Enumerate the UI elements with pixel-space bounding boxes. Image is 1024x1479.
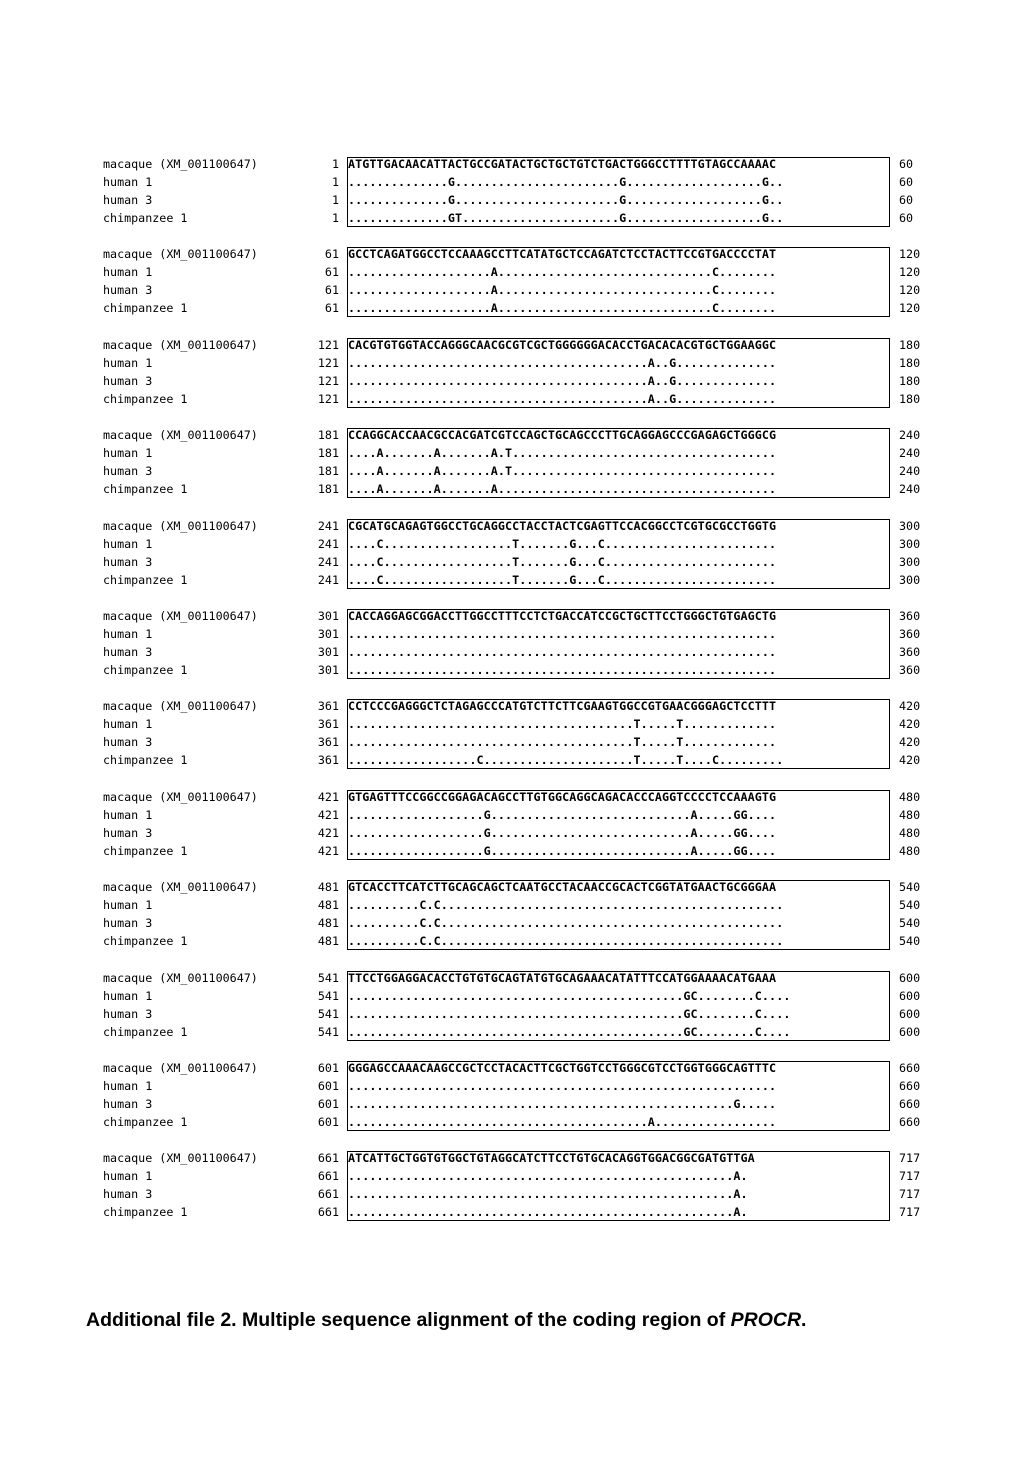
start-position: 661: [317, 1205, 339, 1220]
caption-period: .: [801, 1309, 807, 1331]
species-label: macaque (XM_001100647): [103, 1060, 258, 1075]
start-position: 301: [317, 608, 339, 623]
sequence-text: ..........................................A..G..............: [348, 355, 777, 370]
species-label: human 1: [103, 536, 153, 551]
species-label: chimpanzee 1: [103, 211, 188, 225]
species-label: human 1: [103, 355, 153, 370]
species-label: human 3: [103, 1096, 153, 1111]
sequence-text: ..........C.C................................................: [348, 898, 784, 913]
start-position: 241: [317, 572, 339, 587]
end-position: 660: [899, 1114, 921, 1129]
species-label: macaque (XM_001100647): [103, 337, 258, 352]
end-position: 717: [899, 1205, 921, 1220]
end-position: 717: [899, 1151, 921, 1166]
sequence-text: CCTCCCGAGGGCTCTAGAGCCCATGTCTTCTTCGAAGTGGCCGTGAACGGGAGCTCCTTT: [348, 699, 777, 714]
sequence-text: ........................................T.....T.............: [348, 735, 777, 750]
end-position: 60: [899, 157, 914, 171]
species-label: human 3: [103, 464, 153, 479]
start-position: 541: [317, 1006, 339, 1021]
end-position: 600: [899, 1024, 921, 1039]
sequence-text: ..........................................A.................: [348, 1114, 777, 1129]
start-position: 1: [331, 175, 339, 189]
end-position: 180: [899, 391, 921, 406]
species-label: human 3: [103, 283, 153, 298]
species-label: human 1: [103, 717, 153, 732]
sequence-text: ..............GT......................G...................G..: [348, 211, 784, 225]
species-label: chimpanzee 1: [103, 301, 188, 316]
species-label: human 3: [103, 1187, 153, 1202]
start-position: 61: [324, 247, 339, 262]
end-position: 600: [899, 1006, 921, 1021]
end-position: 360: [899, 608, 921, 623]
species-label: chimpanzee 1: [103, 482, 188, 497]
sequence-text: ..........................................A..G..............: [348, 373, 777, 388]
end-position: 480: [899, 789, 921, 804]
start-position: 301: [317, 662, 339, 677]
sequence-text: ATGTTGACAACATTACTGCCGATACTGCTGCTGTCTGACTGGGCCTTTTGTAGCCAAAAC: [348, 157, 777, 171]
start-position: 61: [324, 265, 339, 280]
end-position: 240: [899, 446, 921, 461]
species-label: human 3: [103, 1006, 153, 1021]
end-position: 180: [899, 373, 921, 388]
species-label: human 1: [103, 807, 153, 822]
species-label: macaque (XM_001100647): [103, 789, 258, 804]
end-position: 360: [899, 626, 921, 641]
end-position: 120: [899, 283, 921, 298]
species-label: macaque (XM_001100647): [103, 1151, 258, 1166]
sequence-text: ...................G............................A.....GG....: [348, 807, 777, 822]
sequence-text: ....................A..............................C........: [348, 283, 777, 298]
start-position: 61: [324, 301, 339, 316]
species-label: chimpanzee 1: [103, 753, 188, 768]
species-label: chimpanzee 1: [103, 1205, 188, 1220]
species-label: macaque (XM_001100647): [103, 157, 258, 171]
sequence-text: ....C..................T.......G...C........................: [348, 554, 777, 569]
sequence-text: GTGAGTTTCCGGCCGGAGACAGCCTTGTGGCAGGCAGACACCCAGGTCCCCTCCAAAGTG: [348, 789, 777, 804]
sequence-text: ...............................................GC........C....: [348, 1006, 791, 1021]
end-position: 540: [899, 916, 921, 931]
sequence-text: ......................................................A.: [348, 1169, 748, 1184]
start-position: 361: [317, 735, 339, 750]
end-position: 717: [899, 1169, 921, 1184]
sequence-text: CCAGGCACCAACGCCACGATCGTCCAGCTGCAGCCCTTGCAGGAGCCCGAGAGCTGGGCG: [348, 428, 777, 443]
start-position: 1: [331, 211, 339, 225]
start-position: 301: [317, 644, 339, 659]
start-position: 541: [317, 988, 339, 1003]
sequence-text: ...................G............................A.....GG....: [348, 843, 777, 858]
start-position: 121: [317, 337, 339, 352]
start-position: 181: [317, 482, 339, 497]
end-position: 420: [899, 735, 921, 750]
end-position: 180: [899, 355, 921, 370]
start-position: 241: [317, 554, 339, 569]
end-position: 60: [899, 175, 914, 189]
end-position: 300: [899, 536, 921, 551]
start-position: 241: [317, 536, 339, 551]
species-label: chimpanzee 1: [103, 572, 188, 587]
figure-caption: [86, 1309, 806, 1332]
end-position: 120: [899, 265, 921, 280]
start-position: 661: [317, 1151, 339, 1166]
end-position: 717: [899, 1187, 921, 1202]
sequence-text: ............................................................: [348, 626, 777, 641]
sequence-text: ............................................................: [348, 662, 777, 677]
end-position: 360: [899, 644, 921, 659]
species-label: chimpanzee 1: [103, 1024, 188, 1039]
end-position: 420: [899, 717, 921, 732]
end-position: 120: [899, 301, 921, 316]
sequence-text: ....C..................T.......G...C........................: [348, 536, 777, 551]
start-position: 661: [317, 1187, 339, 1202]
species-label: human 1: [103, 175, 153, 189]
sequence-text: ....A.......A.......A.T.....................................: [348, 446, 777, 461]
end-position: 420: [899, 699, 921, 714]
sequence-text: ...................G............................A.....GG....: [348, 825, 777, 840]
start-position: 481: [317, 934, 339, 949]
start-position: 421: [317, 825, 339, 840]
species-label: human 3: [103, 554, 153, 569]
species-label: human 3: [103, 825, 153, 840]
end-position: 60: [899, 211, 914, 225]
end-position: 180: [899, 337, 921, 352]
end-position: 660: [899, 1078, 921, 1093]
sequence-text: TTCCTGGAGGACACCTGTGTGCAGTATGTGCAGAAACATATTTCCATGGAAAACATGAAA: [348, 970, 777, 985]
species-label: macaque (XM_001100647): [103, 518, 258, 533]
sequence-text: ........................................T.....T.............: [348, 717, 777, 732]
sequence-text: ...............................................GC........C....: [348, 1024, 791, 1039]
start-position: 601: [317, 1060, 339, 1075]
sequence-text: ....................A..............................C........: [348, 301, 777, 316]
end-position: 60: [899, 193, 914, 207]
sequence-text: ......................................................A.: [348, 1187, 748, 1202]
end-position: 300: [899, 572, 921, 587]
species-label: human 3: [103, 373, 153, 388]
caption-text: Additional file 2. Multiple sequence alignment of the coding region of: [86, 1309, 731, 1331]
end-position: 300: [899, 518, 921, 533]
end-position: 540: [899, 880, 921, 895]
end-position: 660: [899, 1060, 921, 1075]
sequence-text: ....................A..............................C........: [348, 265, 777, 280]
end-position: 360: [899, 662, 921, 677]
sequence-text: CGCATGCAGAGTGGCCTGCAGGCCTACCTACTCGAGTTCCACGGCCTCGTGCGCCTGGTG: [348, 518, 777, 533]
sequence-text: ..................C.....................T.....T....C.........: [348, 753, 784, 768]
end-position: 660: [899, 1096, 921, 1111]
sequence-text: CACGTGTGGTACCAGGGCAACGCGTCGCTGGGGGGACACCTGACACACGTGCTGGAAGGC: [348, 337, 777, 352]
sequence-text: ..........................................A..G..............: [348, 391, 777, 406]
species-label: macaque (XM_001100647): [103, 699, 258, 714]
species-label: chimpanzee 1: [103, 391, 188, 406]
start-position: 541: [317, 970, 339, 985]
sequence-text: ...............................................GC........C....: [348, 988, 791, 1003]
species-label: human 3: [103, 735, 153, 750]
species-label: macaque (XM_001100647): [103, 608, 258, 623]
end-position: 540: [899, 934, 921, 949]
start-position: 601: [317, 1114, 339, 1129]
species-label: human 1: [103, 265, 153, 280]
start-position: 361: [317, 699, 339, 714]
start-position: 421: [317, 807, 339, 822]
sequence-text: GGGAGCCAAACAAGCCGCTCCTACACTTCGCTGGTCCTGGGCGTCCTGGTGGGCAGTTTC: [348, 1060, 777, 1075]
end-position: 240: [899, 482, 921, 497]
end-position: 420: [899, 753, 921, 768]
species-label: macaque (XM_001100647): [103, 247, 258, 262]
start-position: 121: [317, 355, 339, 370]
end-position: 240: [899, 464, 921, 479]
species-label: macaque (XM_001100647): [103, 970, 258, 985]
species-label: human 1: [103, 446, 153, 461]
sequence-text: ..............G.......................G...................G..: [348, 175, 784, 189]
start-position: 601: [317, 1096, 339, 1111]
species-label: human 1: [103, 898, 153, 913]
end-position: 540: [899, 898, 921, 913]
sequence-text: GCCTCAGATGGCCTCCAAAGCCTTCATATGCTCCAGATCTCCTACTTCCGTGACCCCTAT: [348, 247, 777, 262]
species-label: human 3: [103, 644, 153, 659]
start-position: 1: [331, 157, 339, 171]
species-label: human 1: [103, 1169, 153, 1184]
sequence-text: ......................................................A.: [348, 1205, 748, 1220]
sequence-text: ............................................................: [348, 644, 777, 659]
end-position: 600: [899, 970, 921, 985]
sequence-text: ....A.......A.......A.T.....................................: [348, 464, 777, 479]
start-position: 421: [317, 843, 339, 858]
gene-name: PROCR: [730, 1309, 802, 1331]
end-position: 240: [899, 428, 921, 443]
species-label: human 1: [103, 988, 153, 1003]
start-position: 61: [324, 283, 339, 298]
sequence-text: ............................................................: [348, 1078, 777, 1093]
start-position: 601: [317, 1078, 339, 1093]
species-label: chimpanzee 1: [103, 1114, 188, 1129]
sequence-text: ....A.......A.......A.......................................: [348, 482, 777, 497]
start-position: 661: [317, 1169, 339, 1184]
start-position: 541: [317, 1024, 339, 1039]
sequence-text: ..............G.......................G...................G..: [348, 193, 784, 207]
species-label: human 1: [103, 1078, 153, 1093]
end-position: 600: [899, 988, 921, 1003]
sequence-text: CACCAGGAGCGGACCTTGGCCTTTCCTCTGACCATCCGCTGCTTCCTGGGCTGTGAGCTG: [348, 608, 777, 623]
end-position: 480: [899, 807, 921, 822]
start-position: 181: [317, 464, 339, 479]
start-position: 421: [317, 789, 339, 804]
end-position: 480: [899, 825, 921, 840]
start-position: 481: [317, 898, 339, 913]
species-label: chimpanzee 1: [103, 934, 188, 949]
start-position: 361: [317, 753, 339, 768]
species-label: human 3: [103, 193, 153, 207]
end-position: 120: [899, 247, 921, 262]
sequence-text: ....C..................T.......G...C........................: [348, 572, 777, 587]
start-position: 1: [331, 193, 339, 207]
end-position: 300: [899, 554, 921, 569]
start-position: 481: [317, 880, 339, 895]
start-position: 361: [317, 717, 339, 732]
species-label: human 1: [103, 626, 153, 641]
species-label: chimpanzee 1: [103, 843, 188, 858]
sequence-text: ..........C.C................................................: [348, 916, 784, 931]
sequence-text: ..........C.C................................................: [348, 934, 784, 949]
sequence-text: ......................................................G.....: [348, 1096, 777, 1111]
sequence-text: GTCACCTTCATCTTGCAGCAGCTCAATGCCTACAACCGCACTCGGTATGAACTGCGGGAA: [348, 880, 777, 895]
start-position: 121: [317, 373, 339, 388]
species-label: macaque (XM_001100647): [103, 880, 258, 895]
sequence-text: ATCATTGCTGGTGTGGCTGTAGGCATCTTCCTGTGCACAGGTGGACGGCGATGTTGA: [348, 1151, 755, 1166]
start-position: 481: [317, 916, 339, 931]
start-position: 181: [317, 446, 339, 461]
species-label: chimpanzee 1: [103, 662, 188, 677]
start-position: 301: [317, 626, 339, 641]
start-position: 241: [317, 518, 339, 533]
start-position: 121: [317, 391, 339, 406]
species-label: human 3: [103, 916, 153, 931]
start-position: 181: [317, 428, 339, 443]
end-position: 480: [899, 843, 921, 858]
species-label: macaque (XM_001100647): [103, 428, 258, 443]
